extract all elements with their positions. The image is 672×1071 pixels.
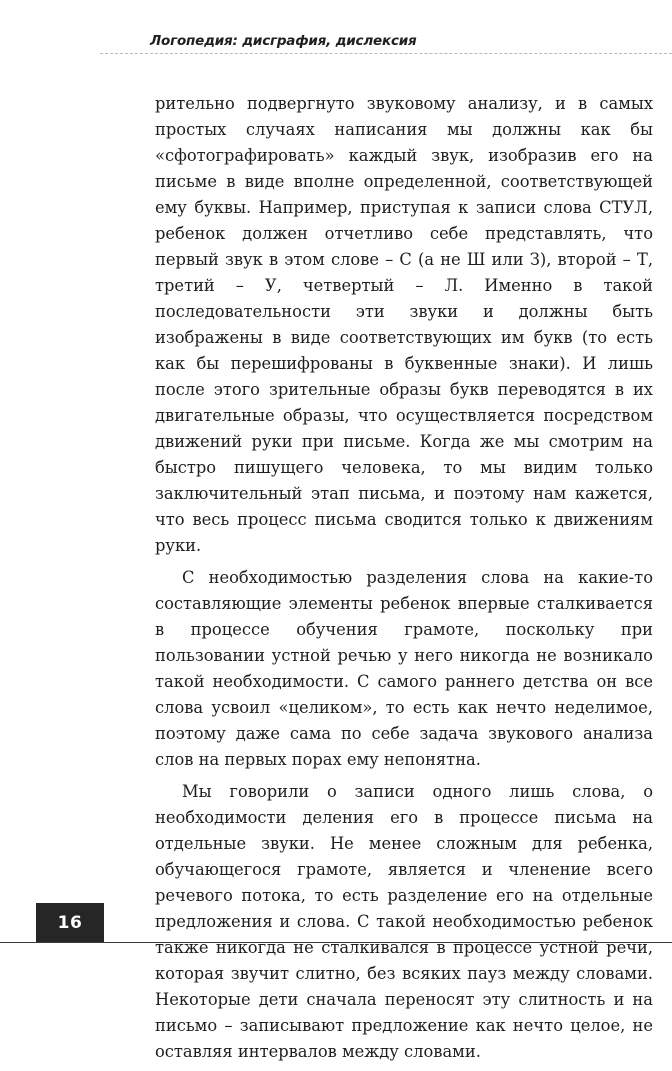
paragraph-continued: рительно подвергнуто звуковому анализу, и в самых простых случаях написания мы должны как бы «сфотографировать» каждый звук, изобразив его на письме в виде вполне определенной, соответствующей ему буквы. Например, приступая к записи слова СТУЛ, ребенок должен отчетливо себе представлять, что первый звук в этом слове – С (а не Ш или З), второй – Т, третий – У, четвертый – Л. Именно в такой последовательности эти звуки и должны быть изображены в виде соответствующих им букв (то есть как бы перешифрованы в буквенные знаки). И лишь после этого зрительные образы букв переводятся в их двигательные образы, что осуществляется посредством движений руки при письме. Когда же мы смотрим на быстро пишущего человека, то мы видим только заключительный этап письма, и поэтому нам кажется, что весь процесс письма сводится только к движениям руки.: [155, 94, 653, 555]
page-number-box: [36, 903, 104, 943]
paragraph: Мы говорили о записи одного лишь слова, о необходимости деления его в процессе письма на отдельные звуки. Не менее сложным для ребенка, обучающегося грамоте, является и членение всего речевого потока, то есть разделение его на отдельные предложения и слова. С такой необходимостью ребенок также никогда не сталкивался в процессе устной речи, которая звучит слитно, без всяких пауз между словами. Некоторые дети сначала переносят эту слитность и на письмо – записывают предложение как нечто целое, не оставляя интервалов между словами.: [155, 782, 653, 1061]
page-body: [155, 91, 653, 1071]
header-rule: [100, 53, 672, 54]
footer-rule: [0, 942, 672, 943]
page-number: 16: [57, 913, 83, 933]
paragraph: С необходимостью разделения слова на какие-то составляющие элементы ребенок впервые сталкивается в процессе обучения грамоте, поскольку при пользовании устной речью у него никогда не возникало такой необходимости. С самого раннего детства он все слова усвоил «целиком», то есть как нечто неделимое, поэтому даже сама по себе задача звукового анализа слов на первых порах ему непонятна.: [155, 568, 653, 769]
running-title: Логопедия: дисграфия, дислексия: [150, 33, 417, 49]
